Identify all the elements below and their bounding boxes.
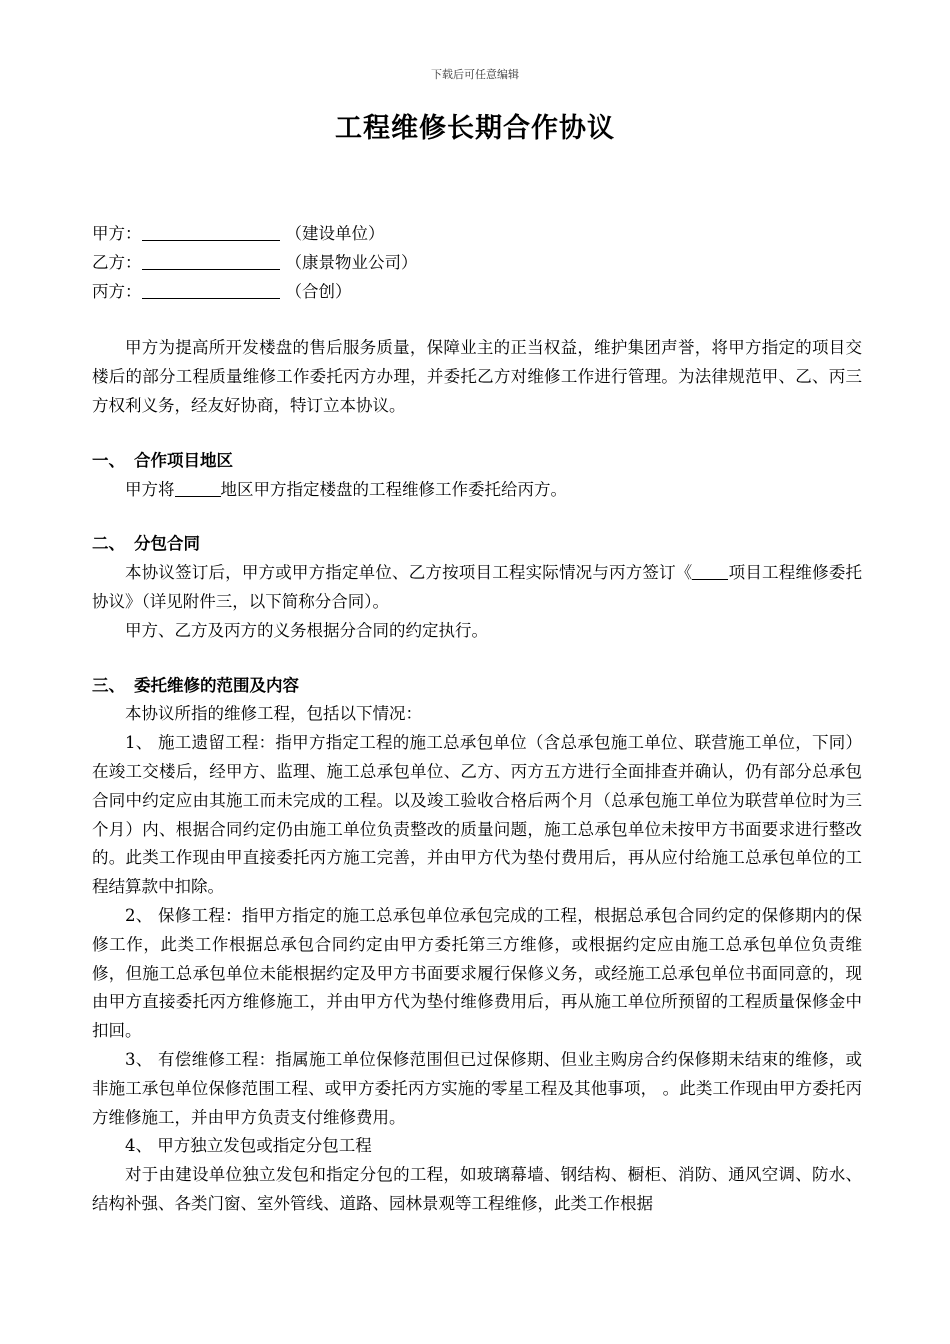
fill-blank <box>692 561 728 580</box>
party-name-blank <box>142 278 280 299</box>
party-note: （建设单位） <box>285 224 385 243</box>
clause-paragraph: 3、 有偿维修工程：指属施工单位保修范围但已过保修期、但业主购房合约保修期未结束的维修，或非施工承包单位保修范围工程、或甲方委托丙方实施的零星工程及其他事项， 。此类工作现由甲方委托丙方维修施工，并由甲方负责支付维修费用。 <box>92 1049 862 1127</box>
section-title: 委托维修的范围及内容 <box>134 675 299 695</box>
section-number: 二、 <box>92 534 125 554</box>
text-segment: 本协议签订后，甲方或甲方指定单位、乙方按项目工程实际情况与丙方签订《 <box>125 563 693 583</box>
party-name-blank <box>142 249 280 270</box>
section-paragraph <box>92 559 862 617</box>
section-number: 三、 <box>92 675 125 695</box>
party-c-line <box>92 278 862 307</box>
party-name-blank <box>142 220 280 241</box>
section-heading <box>92 530 862 559</box>
party-a-line <box>92 220 862 249</box>
fill-blank <box>175 478 221 497</box>
section-paragraph <box>92 476 862 505</box>
section-heading <box>92 447 862 476</box>
intro-paragraph: 甲方为提高所开发楼盘的售后服务质量，保障业主的正当权益，维护集团声誉，将甲方指定的项目交楼后的部分工程质量维修工作委托丙方办理，并委托乙方对维修工作进行管理。为法律规范甲、乙、丙三方权利义务，经友好协商，特订立本协议。 <box>92 338 862 415</box>
clause-paragraph: 1、 施工遗留工程：指甲方指定工程的施工总承包单位（含总承包施工单位、联营施工单位，下同）在竣工交楼后，经甲方、监理、施工总承包单位、乙方、丙方五方进行全面排查并确认，仍有部分总承包合同中约定应由其施工而未完成的工程。以及竣工验收合格后两个月（总承包施工单位为联营单位时为三个月）内、根据合同约定仍由施工单位负责整改的质量问题，施工总承包单位未按甲方书面要求进行整改的。此类工作现由甲直接委托丙方施工完善，并由甲方代为垫付费用后，再从应付给施工总承包单位的工程结算款中扣除。 <box>92 733 862 897</box>
party-label: 甲方： <box>92 224 142 243</box>
text-segment: 地区甲方指定楼盘的工程维修工作委托给丙方。 <box>220 479 567 499</box>
clause-paragraph: 4、 甲方独立发包或指定分包工程 <box>125 1136 372 1156</box>
section-title: 合作项目地区 <box>134 450 233 470</box>
party-note: （康景物业公司） <box>285 252 418 272</box>
party-label: 丙方： <box>92 281 142 301</box>
section-title: 分包合同 <box>134 534 200 554</box>
document-title: 工程维修长期合作协议 <box>335 113 615 144</box>
section-paragraph: 本协议所指的维修工程，包括以下情况： <box>125 704 422 724</box>
clause-paragraph: 对于由建设单位独立发包和指定分包的工程，如玻璃幕墙、钢结构、橱柜、消防、通风空调、防水、结构补强、各类门窗、室外管线、道路、园林景观等工程维修，此类工作根据 <box>92 1165 862 1213</box>
party-label: 乙方： <box>92 252 142 272</box>
section-heading <box>92 672 862 701</box>
text-segment: 项目工程维修委托协议》（详见附件三，以下简称分合同）。 <box>92 563 863 611</box>
party-b-line <box>92 249 862 278</box>
text-segment: 甲方将 <box>125 479 175 499</box>
party-note: （合创） <box>285 281 352 301</box>
clause-paragraph: 2、 保修工程：指甲方指定的施工总承包单位承包完成的工程，根据总承包合同约定的保修期内的保修工作，此类工作根据总承包合同约定由甲方委托第三方维修，或根据约定应由施工总承包单位负责维修，但施工总承包单位未能根据约定及甲方书面要求履行保修义务，或经施工总承包单位书面同意的，现由甲方直接委托丙方维修施工，并由甲方代为垫付维修费用后，再从施工单位所预留的工程质量保修金中扣回。 <box>92 905 862 1041</box>
section-number: 一、 <box>92 450 125 470</box>
header-note: 下载后可任意编辑 <box>431 68 519 81</box>
section-paragraph: 甲方、乙方及丙方的义务根据分合同的约定执行。 <box>125 620 488 640</box>
document-body <box>92 220 862 1219</box>
